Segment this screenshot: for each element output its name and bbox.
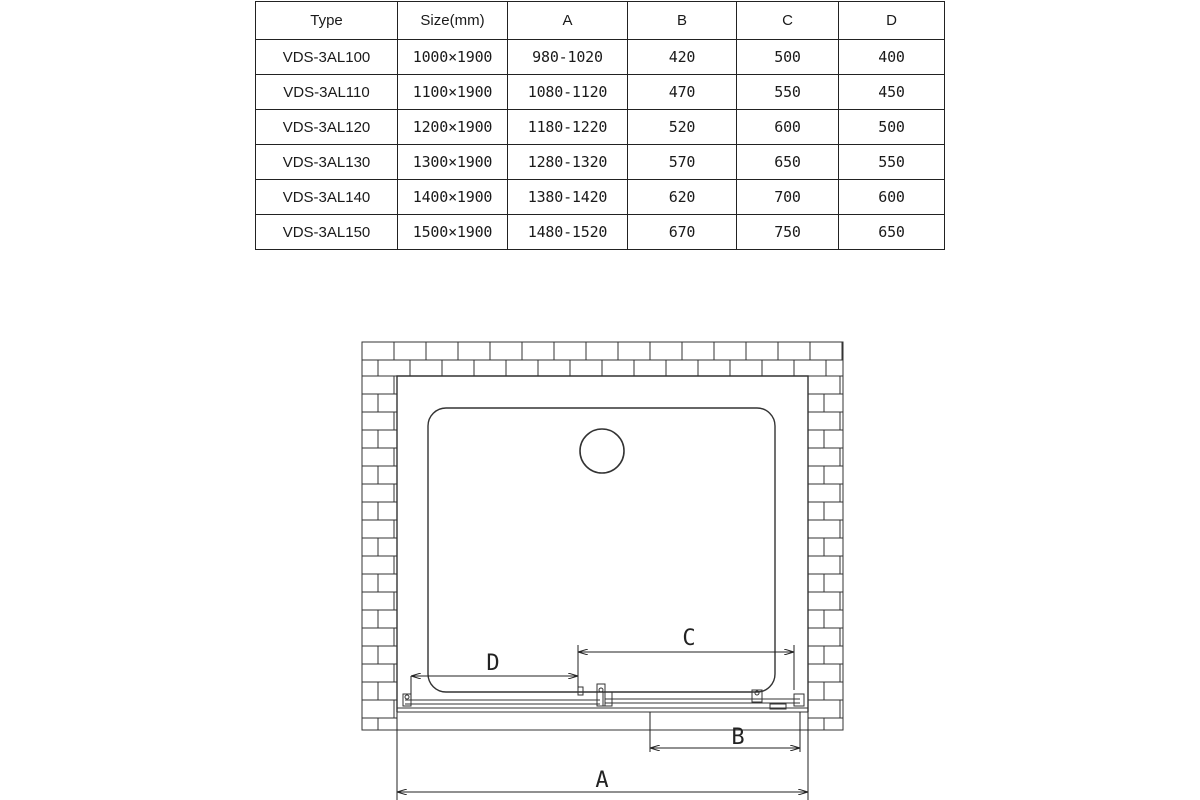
cell-type: VDS-3AL140 [256, 180, 398, 215]
brick [378, 502, 397, 520]
brick [554, 342, 586, 360]
brick [362, 682, 378, 700]
brick [362, 574, 378, 592]
brick [808, 592, 840, 610]
brick [682, 342, 714, 360]
brick [824, 430, 843, 448]
cell-b: 470 [628, 75, 737, 110]
brick [378, 394, 397, 412]
cell-c: 500 [737, 40, 839, 75]
brick [840, 700, 843, 718]
brick [762, 360, 794, 376]
brick [746, 342, 778, 360]
label-c: C [682, 626, 696, 651]
brick [410, 360, 442, 376]
brick [602, 360, 634, 376]
brick [362, 556, 394, 574]
brick [778, 342, 810, 360]
cell-size: 1300×1900 [398, 145, 508, 180]
brick [808, 664, 840, 682]
brick [362, 538, 378, 556]
brick [794, 360, 826, 376]
cell-size: 1100×1900 [398, 75, 508, 110]
brick [824, 646, 843, 664]
brick [808, 646, 824, 664]
brick [362, 502, 378, 520]
cell-type: VDS-3AL120 [256, 110, 398, 145]
cell-b: 570 [628, 145, 737, 180]
brick [426, 342, 458, 360]
cell-type: VDS-3AL100 [256, 40, 398, 75]
cell-type: VDS-3AL130 [256, 145, 398, 180]
cell-d: 400 [839, 40, 945, 75]
cell-size: 1000×1900 [398, 40, 508, 75]
brick [824, 682, 843, 700]
brick [808, 628, 840, 646]
cell-c: 550 [737, 75, 839, 110]
brick [840, 628, 843, 646]
brick [378, 360, 410, 376]
brick [378, 646, 397, 664]
header-c: C [737, 2, 839, 40]
brick [840, 556, 843, 574]
brick [826, 360, 843, 376]
cell-a: 1180-1220 [508, 110, 628, 145]
brick [362, 718, 378, 730]
cell-d: 650 [839, 215, 945, 250]
brick [808, 718, 824, 730]
cell-d: 450 [839, 75, 945, 110]
header-size: Size(mm) [398, 2, 508, 40]
brick [824, 538, 843, 556]
cell-a: 980-1020 [508, 40, 628, 75]
brick [362, 430, 378, 448]
brick [666, 360, 698, 376]
brick [362, 466, 378, 484]
brick [362, 342, 394, 360]
brick [808, 538, 824, 556]
brick [808, 520, 840, 538]
brick [362, 628, 394, 646]
cell-c: 650 [737, 145, 839, 180]
brick [840, 520, 843, 538]
brick [362, 484, 394, 502]
brick [378, 538, 397, 556]
brick [808, 502, 824, 520]
brick [378, 574, 397, 592]
brick [650, 342, 682, 360]
cell-type: VDS-3AL150 [256, 215, 398, 250]
brick [808, 682, 824, 700]
cell-d: 550 [839, 145, 945, 180]
brick [824, 610, 843, 628]
brick [808, 610, 824, 628]
cell-type: VDS-3AL110 [256, 75, 398, 110]
cell-size: 1400×1900 [398, 180, 508, 215]
brick [378, 430, 397, 448]
brick [394, 342, 426, 360]
brick [362, 394, 378, 412]
brick [378, 610, 397, 628]
label-b: B [731, 725, 745, 750]
brick [362, 610, 378, 628]
brick [362, 700, 394, 718]
header-b: B [628, 2, 737, 40]
brick [586, 342, 618, 360]
brick [538, 360, 570, 376]
header-d: D [839, 2, 945, 40]
brick [378, 466, 397, 484]
brick [730, 360, 762, 376]
cell-a: 1080-1120 [508, 75, 628, 110]
brick [458, 342, 490, 360]
brick [506, 360, 538, 376]
brick [474, 360, 506, 376]
brick [808, 556, 840, 574]
cell-c: 700 [737, 180, 839, 215]
brick [808, 484, 840, 502]
cell-a: 1480-1520 [508, 215, 628, 250]
brick [618, 342, 650, 360]
brick [522, 342, 554, 360]
brick-wall [362, 342, 843, 730]
brick [808, 466, 824, 484]
brick [362, 520, 394, 538]
brick [840, 412, 843, 430]
header-a: A [508, 2, 628, 40]
cell-d: 500 [839, 110, 945, 145]
brick [824, 466, 843, 484]
header-type: Type [256, 2, 398, 40]
brick [824, 718, 843, 730]
brick [378, 718, 397, 730]
cell-c: 750 [737, 215, 839, 250]
brick [808, 412, 840, 430]
brick [490, 342, 522, 360]
brick [362, 448, 394, 466]
brick [840, 448, 843, 466]
cell-d: 600 [839, 180, 945, 215]
brick [824, 394, 843, 412]
brick [824, 574, 843, 592]
label-d: D [486, 651, 500, 676]
brick [362, 376, 394, 394]
brick [808, 574, 824, 592]
brick [362, 664, 394, 682]
cell-a: 1380-1420 [508, 180, 628, 215]
cell-a: 1280-1320 [508, 145, 628, 180]
brick [808, 700, 840, 718]
brick [808, 430, 824, 448]
cell-b: 520 [628, 110, 737, 145]
brick [840, 376, 843, 394]
brick [634, 360, 666, 376]
brick [698, 360, 730, 376]
brick [840, 484, 843, 502]
brick [362, 360, 378, 376]
brick [362, 412, 394, 430]
brick [362, 592, 394, 610]
brick [808, 376, 840, 394]
brick [840, 664, 843, 682]
brick [378, 682, 397, 700]
brick [570, 360, 602, 376]
brick [810, 342, 842, 360]
cell-c: 600 [737, 110, 839, 145]
brick [824, 502, 843, 520]
cell-b: 420 [628, 40, 737, 75]
brick [442, 360, 474, 376]
brick [808, 394, 824, 412]
cell-b: 620 [628, 180, 737, 215]
brick [362, 646, 378, 664]
cell-b: 670 [628, 215, 737, 250]
brick [714, 342, 746, 360]
label-a: A [595, 768, 609, 793]
wall-outline [362, 342, 843, 730]
brick [808, 448, 840, 466]
cell-size: 1200×1900 [398, 110, 508, 145]
brick [840, 592, 843, 610]
cell-size: 1500×1900 [398, 215, 508, 250]
